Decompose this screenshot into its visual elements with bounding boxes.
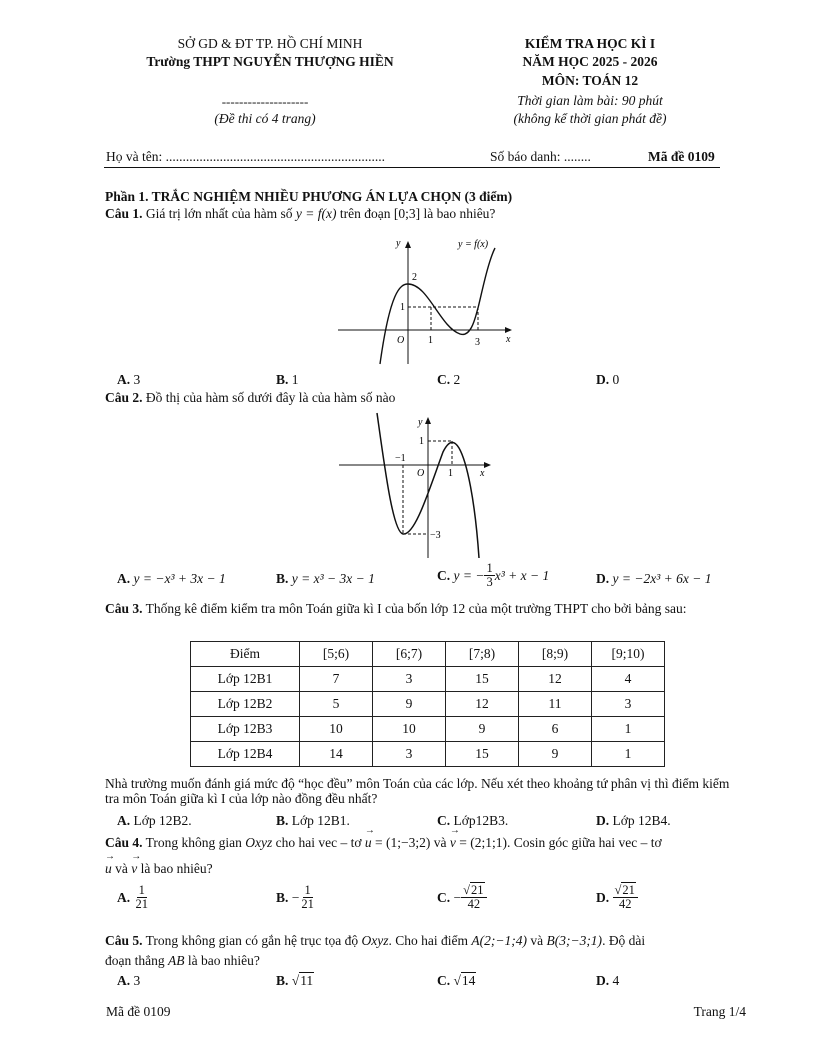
q3-followup: Nhà trường muốn đánh giá mức độ “học đều” môn Toán của các lớp. Nếu xét theo khoảng tứ phân vị thì điểm kiểm tra môn Toán giữa kì I của lớp nào đồng đều nhất? <box>105 776 730 806</box>
q2-origin: O <box>417 468 425 479</box>
q2-tick-m3: −3 <box>430 530 441 541</box>
subject: MÔN: TOÁN 12 <box>541 73 639 88</box>
vector-u: → u <box>365 835 372 851</box>
q2-tick-m1: −1 <box>395 453 406 464</box>
q1-origin: O <box>397 335 405 346</box>
question-2-text <box>105 390 395 406</box>
question-2-label: Câu 2. <box>105 390 143 405</box>
q1-option-d[interactable]: D. 0 <box>596 372 620 387</box>
table-cell: 1 <box>592 717 665 742</box>
q1-graph <box>330 232 520 372</box>
table-header-cell: [7;8) <box>446 642 519 667</box>
table-cell: 10 <box>373 717 446 742</box>
student-id-field: Số báo danh: ........ <box>490 149 591 164</box>
q1-tick-1y: 1 <box>400 302 405 313</box>
table-cell: 6 <box>519 717 592 742</box>
q2-x-label: x <box>480 468 485 479</box>
table-cell: Lớp 12B4 <box>191 742 300 767</box>
student-name-field: Họ và tên: ................................................................. <box>106 149 385 164</box>
q1-y-arrow <box>405 241 411 248</box>
q5-option-d[interactable]: D. 4 <box>596 973 620 988</box>
q5-option-a[interactable]: A. 3 <box>117 973 141 988</box>
table-cell: 7 <box>300 667 373 692</box>
table-cell: 10 <box>300 717 373 742</box>
question-3-text <box>105 600 745 617</box>
q2-option-c[interactable]: C. y = − $\frac{1}{3}$ x³ + x − 1 <box>437 561 550 590</box>
q2-tick-1y: 1 <box>419 436 424 447</box>
q2-option-c-fraction: $\frac{1}{3}$ <box>486 561 493 590</box>
q3-option-d[interactable]: D. Lớp 12B4. <box>596 813 671 828</box>
table-cell: 9 <box>373 692 446 717</box>
school-department: SỞ GD & ĐT TP. HỒ CHÍ MINH <box>177 36 363 51</box>
table-cell: 1 <box>592 742 665 767</box>
q3-option-a[interactable]: A. Lớp 12B2. <box>117 813 192 828</box>
q2-y-label: y <box>418 417 423 428</box>
question-5-line2: đoạn thẳng AB là bao nhiêu? <box>105 953 260 968</box>
q5-option-b[interactable]: B. √11 <box>276 973 314 988</box>
school-name: Trường THPT NGUYỄN THƯỢNG HIỀN <box>146 54 394 69</box>
table-header-cell: Điểm <box>191 642 300 667</box>
table-cell: Lớp 12B1 <box>191 667 300 692</box>
header-rule <box>104 167 720 168</box>
q1-y-label: y <box>396 238 401 249</box>
q1-option-a[interactable]: A. 3 <box>117 372 141 387</box>
table-row <box>191 667 665 692</box>
q1-tick-1x: 1 <box>428 335 433 346</box>
q1-x-label: x <box>506 334 511 345</box>
q3-option-b[interactable]: B. Lớp 12B1. <box>276 813 350 828</box>
q4-option-c[interactable]: C. − $\frac{√21}{42}$ <box>437 884 487 911</box>
table-cell: 3 <box>373 742 446 767</box>
table-cell: Lớp 12B3 <box>191 717 300 742</box>
q1-x-arrow <box>505 327 512 333</box>
question-4-line2: → u và → v là bao nhiêu? <box>105 861 213 877</box>
table-cell: 9 <box>519 742 592 767</box>
q1-func: y = f(x) <box>295 206 337 221</box>
table-cell: 14 <box>300 742 373 767</box>
q1-text-a: Giá trị lớn nhất của hàm số <box>145 206 293 221</box>
q1-tick-2: 2 <box>412 272 417 283</box>
time-limit: Thời gian làm bài: 90 phút <box>517 93 663 108</box>
table-header-cell: [6;7) <box>373 642 446 667</box>
question-1-label: Câu 1. <box>105 206 143 221</box>
q1-func-label: y = f(x) <box>458 239 489 250</box>
school-year: NĂM HỌC 2025 - 2026 <box>522 54 658 69</box>
table-header-cell: [5;6) <box>300 642 373 667</box>
table-row <box>191 742 665 767</box>
q2-x-arrow <box>484 462 491 468</box>
vector-v: → v <box>450 835 456 851</box>
q2-y-arrow <box>425 417 431 424</box>
q2-option-a[interactable]: A. y = −x³ + 3x − 1 <box>117 571 226 586</box>
table-row <box>191 717 665 742</box>
table-cell: 9 <box>446 717 519 742</box>
q1-text-b: trên đoạn <box>339 206 391 221</box>
q2-tick-1x: 1 <box>448 468 453 479</box>
q3-option-c[interactable]: C. Lớp12B3. <box>437 813 509 828</box>
table-cell: 15 <box>446 742 519 767</box>
q1-text-c: là bao nhiêu? <box>423 206 496 221</box>
table-cell: 3 <box>592 692 665 717</box>
table-cell: 5 <box>300 692 373 717</box>
question-3-label: Câu 3. <box>105 601 143 616</box>
section-title: Phần 1. TRẮC NGHIỆM NHIỀU PHƯƠNG ÁN LỰA CHỌN (3 điểm) <box>105 189 513 204</box>
q4-option-a[interactable]: A. $\frac{1}{21}$ <box>117 883 148 912</box>
time-note: (không kể thời gian phát đề) <box>513 111 667 126</box>
exam-code: Mã đề 0109 <box>648 149 715 164</box>
page-count-note: (Đề thi có 4 trang) <box>214 111 316 126</box>
question-4-text: Câu 4. Trong không gian Oxyz cho hai vec – tơ → u = (1;−3;2) và → v = (2;1;1). Cosin góc giữa hai vec – tơ <box>105 835 662 851</box>
footer-exam-code: Mã đề 0109 <box>106 1004 171 1019</box>
question-1-text <box>105 206 495 222</box>
question-4-label: Câu 4. <box>105 835 143 850</box>
table-cell: 11 <box>519 692 592 717</box>
table-row <box>191 692 665 717</box>
q2-text: Đồ thị của hàm số dưới đây là của hàm số nào <box>145 390 396 405</box>
table-header-cell: [9;10) <box>592 642 665 667</box>
q4-option-b[interactable]: B. − $\frac{1}{21}$ <box>276 883 314 912</box>
q2-option-b[interactable]: B. y = x³ − 3x − 1 <box>276 571 375 586</box>
q5-option-c[interactable]: C. √14 <box>437 973 476 988</box>
table-header-cell: [8;9) <box>519 642 592 667</box>
question-5-text: Câu 5. Trong không gian có gắn hệ trục tọa độ Oxyz. Cho hai điểm A(2;−1;4) và B(3;−3;1). Độ dài <box>105 933 646 948</box>
q2-graph <box>333 410 498 560</box>
grade-table <box>190 641 665 767</box>
table-cell: 3 <box>373 667 446 692</box>
q1-option-c[interactable]: C. 2 <box>437 372 461 387</box>
table-cell: 12 <box>519 667 592 692</box>
footer-page-number: Trang 1/4 <box>693 1004 746 1019</box>
q4-option-d[interactable]: D. $\frac{√21}{42}$ <box>596 884 638 911</box>
table-header-row <box>191 642 665 667</box>
q2-option-d[interactable]: D. y = −2x³ + 6x − 1 <box>596 571 712 586</box>
exam-title: KIỂM TRA HỌC KÌ I <box>524 36 656 51</box>
q3-text: Thống kê điểm kiểm tra môn Toán giữa kì I của bốn lớp 12 của một trường THPT cho bởi bảng sau: <box>145 601 687 616</box>
q1-tick-3: 3 <box>475 337 480 348</box>
q1-option-b[interactable]: B. 1 <box>276 372 299 387</box>
table-cell: 4 <box>592 667 665 692</box>
question-5-label: Câu 5. <box>105 933 143 948</box>
table-cell: 12 <box>446 692 519 717</box>
table-cell: 15 <box>446 667 519 692</box>
table-cell: Lớp 12B2 <box>191 692 300 717</box>
header-divider: -------------------- <box>221 94 309 109</box>
q1-interval: [0;3] <box>393 206 421 221</box>
